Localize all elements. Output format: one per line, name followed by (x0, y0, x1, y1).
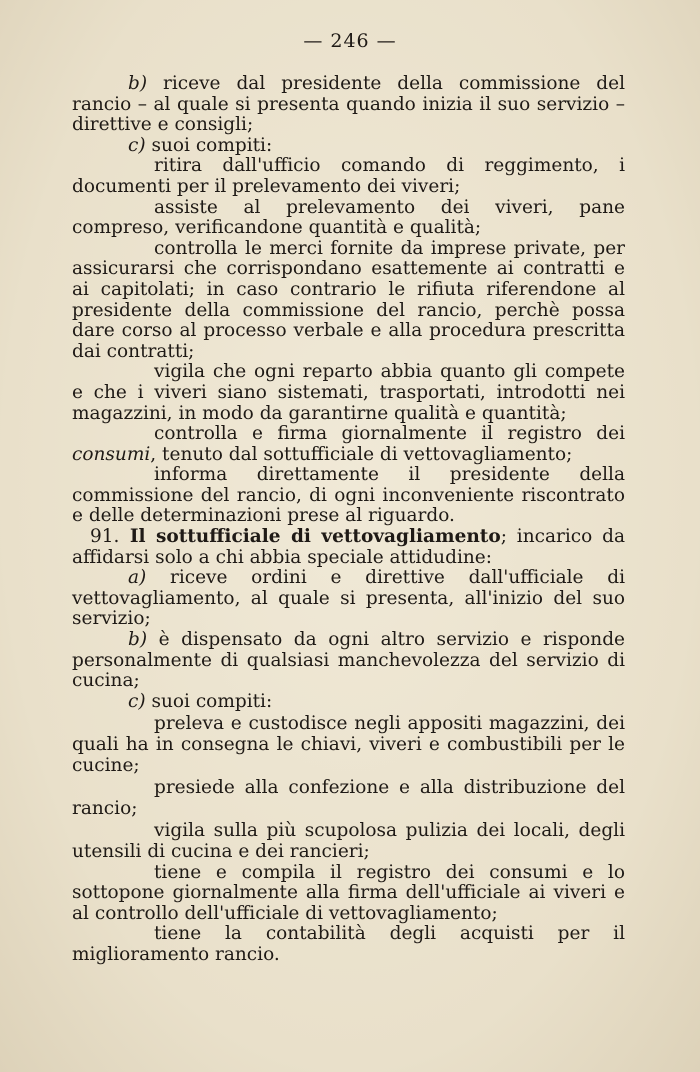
duty-consumption-register (72, 863, 625, 925)
item-label: b) (128, 629, 148, 651)
paragraph-text: , tenuto dal sottufficiale di vettovagliamento; (150, 443, 573, 465)
paragraph-text: informa direttamente il presidente della commissione del rancio, di ogni inconveniente riscontrato e delle determinazioni prese al riguardo. (72, 464, 625, 527)
duty-supervise-units (72, 362, 625, 424)
section-91 (72, 527, 625, 568)
paragraph-text: suoi compiti: (145, 690, 273, 712)
paragraph-text: ; incarico da affidarsi solo a chi abbia speciale attidudine: (72, 526, 625, 568)
duty-accounting (72, 924, 625, 965)
duty-preside-meal (72, 778, 625, 819)
duty-inform-president (72, 465, 625, 527)
emphasis-consumi: consumi (72, 443, 151, 465)
paragraph-text: suoi compiti: (145, 134, 273, 156)
item-label: c) (128, 690, 146, 712)
section-heading: Il sottufficiale di vettovagliamento (119, 526, 501, 548)
paragraph-text: assiste al prelevamento dei viveri, pane compreso, verificandone quantità e qualità; (72, 196, 625, 239)
paragraph-text: è dispensato da ogni altro servizio e risponde personalmente di qualsiasi manchevolezza del servizio di cucina; (72, 629, 625, 692)
section-number: 91. (90, 526, 120, 548)
paragraph-a-orders (72, 568, 625, 630)
paragraph-text: controlla le merci fornite da imprese private, per assicurarsi che corrispondano esattemente ai contratti e ai capitolati; in caso contrario le rifiuta riferendone al presidente della commissione del rancio, perchè possa dare corso al processo verbale e alla procedura prescritta dai contratti; (72, 237, 625, 362)
item-label: b) (128, 73, 148, 94)
item-label: c) (128, 134, 146, 156)
paragraph-text: tiene la contabilità degli acquisti per il miglioramento rancio. (72, 923, 625, 965)
paragraph-text: riceve dal presidente della commissione del rancio – al quale si presenta quando inizia il suo servizio – direttive e consigli; (72, 73, 625, 136)
body-text (72, 74, 625, 966)
paragraph-text: vigila sulla più scupolosa pulizia dei locali, degli utensili di cucina e dei rancieri; (72, 820, 625, 862)
duty-check-goods (72, 239, 625, 363)
paragraph-text: riceve ordini e direttive dall'ufficiale di vettovagliamento, al quale si presenta, all'inizio del suo servizio; (72, 567, 625, 630)
item-label: a) (128, 567, 147, 589)
paragraph-text: presiede alla confezione e alla distribuzione del rancio; (72, 777, 625, 819)
paragraph-text: preleva e custodisce negli appositi magazzini, dei quali ha in consegna le chiavi, viveri e combustibili per le cucine; (72, 713, 625, 776)
duty-assist-withdrawal (72, 198, 625, 239)
paragraph-c-duties-2 (72, 692, 625, 713)
duty-store-provisions (72, 714, 625, 776)
duty-cleanliness (72, 821, 625, 862)
duty-sign-register (72, 424, 625, 465)
paragraph-text: vigila che ogni reparto abbia quanto gli compete e che i viveri siano sistemati, trasportati, introdotti nei magazzini, in modo da garantirne qualità e quantità; (72, 361, 625, 424)
paragraph-text: tiene e compila il registro dei consumi e lo sottopone giornalmente alla firma dell'ufficiale ai viveri e al controllo dell'ufficiale di vettovagliamento; (72, 861, 625, 924)
paragraph-b-exempt (72, 630, 625, 692)
duty-documents (72, 156, 625, 197)
paragraph-text: ritira dall'ufficio comando di reggimento, i documenti per il prelevamento dei viveri; (72, 155, 625, 197)
page-number: — 246 — (303, 30, 397, 52)
paragraph-c-duties (72, 136, 625, 157)
paragraph-b-president (72, 74, 625, 136)
paragraph-text: controlla e firma giornalmente il registro dei (154, 423, 625, 445)
